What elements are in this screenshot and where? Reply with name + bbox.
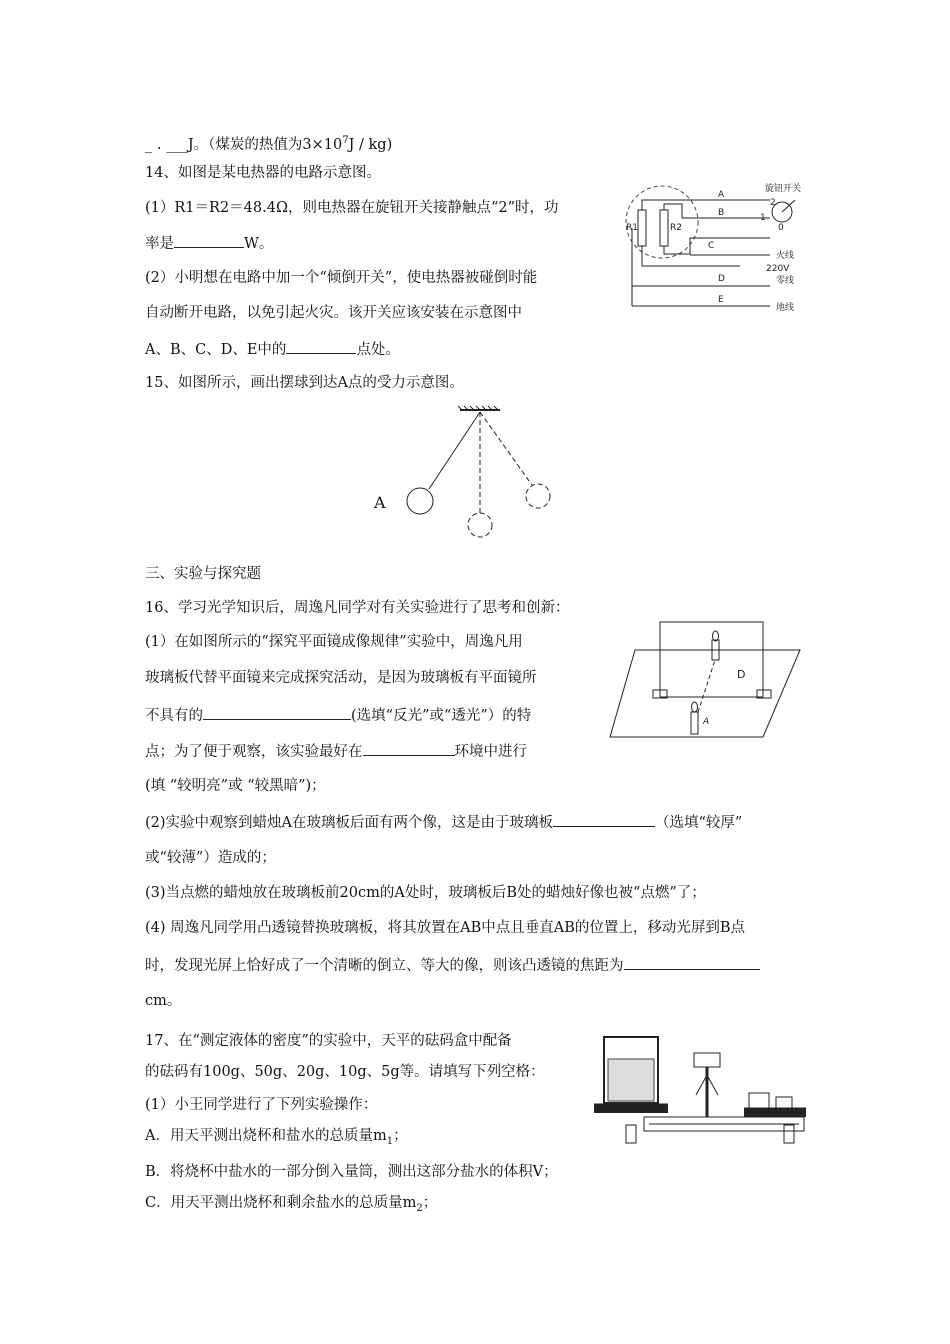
label-r1: R1 [626,223,638,233]
q17-title: 17、在“测定液体的密度”的实验中，天平的砝码盒中配备 [145,1033,512,1049]
q16-text: 不具有的 [145,708,203,724]
focal-length-answer-blank[interactable] [624,955,760,970]
power-answer-blank[interactable] [174,233,244,248]
pendulum-ball-bottom [468,513,492,537]
q16-text-end: (选填“反光”或“透光”）的特 [351,708,532,724]
q16-part4-line2 [145,955,760,976]
q16-part1-line4 [145,741,527,762]
label-c: C [708,241,715,251]
step-c-end: ； [422,1195,438,1211]
unit: J / kg) [348,136,393,153]
q16-part1-line3 [145,705,531,726]
property-answer-blank[interactable] [203,705,351,720]
q16-part1-line1: (1）在如图所示的“探究平面镜成像规律”实验中，周逸凡用 [145,634,523,650]
resistor-r2 [660,210,668,246]
label-contact-1: 1 [760,213,766,223]
weight-large [749,1093,769,1109]
step-c-text: C．用天平测出烧杯和剩余盐水的总质量m [145,1195,417,1211]
q16-text: (2)实验中观察到蜡烛A在玻璃板后面有两个像，这是由于玻璃板 [145,815,554,831]
q16-part3: (3)当点燃的蜡烛放在玻璃板前20cm的A处时，玻璃板后B处的蜡烛好像也被“点燃”了； [145,885,706,901]
label-b: B [718,208,725,218]
label-contact-2: 2 [770,198,776,208]
label-220v: 220V [766,264,790,274]
exponent: 7 [342,135,349,146]
q14-text-end: 点处。 [356,342,400,358]
balance-figure [594,1035,806,1145]
q14-unit: W。 [244,236,274,252]
label-neutral-wire: 零线 [776,276,795,286]
pendulum-string [429,412,480,489]
q16-part4-line1: (4) 周逸凡同学用凸透镜替换玻璃板，将其放置在AB中点且垂直AB的位置上，移动光屏到B点 [145,920,746,936]
environment-answer-blank[interactable] [363,741,455,756]
balance-dial [694,1053,720,1067]
salt-water [608,1059,654,1101]
label-a: A [703,717,710,727]
q17-line2: 的砝码有100g、50g、20g、10g、5g等。请填写下列空格： [145,1064,545,1080]
q17-part1: (1）小王同学进行了下列实验操作： [145,1097,378,1113]
pendulum-figure [360,405,570,545]
label-e: E [718,295,724,305]
candle-a [691,712,698,734]
q14-part2-line1: (2）小明想在电路中加一个“倾倒开关”，使电热器被碰倒时能 [145,270,538,286]
q16-part1-line5: (填 “较明亮”或 “较黑暗”)； [145,778,326,794]
q14-text: 率是 [145,236,174,252]
q14-part2-line3 [145,339,400,360]
label-r2: R2 [670,223,682,233]
q14-text: A、B、C、D、E中的 [145,342,287,358]
q14-part2-line2: 自动断开电路，以免引起火灾。该开关应该安装在示意图中 [145,305,522,321]
label-d: D [737,668,746,681]
pendulum-ball-a [407,488,433,514]
label-d: D [718,274,725,284]
label-rotary-switch: 旋钮开关 [765,184,802,194]
weight-small [776,1097,792,1109]
pendulum-ball-right [526,484,550,508]
circuit-diagram [620,180,820,320]
label-live-wire: 火线 [776,251,795,261]
subscript: 2 [416,1202,423,1214]
q17-step-c [145,1193,437,1219]
plane-mirror-figure [605,612,805,742]
answer-blank[interactable]: _ . ___ [145,136,188,153]
label-contact-0: 0 [778,223,784,233]
q13-answer-line [145,131,392,155]
resistor-r1 [638,210,646,246]
q16-part1-line2: 玻璃板代替平面镜来完成探究活动，是因为玻璃板有平面镜所 [145,670,537,686]
point-a-label: A [374,493,386,512]
q15-title: 15、如图所示，画出摆球到达A点的受力示意图。 [145,375,464,391]
q16-text-end: （选填“较厚” [655,815,743,831]
q14-part1-line2 [145,233,273,254]
q16-title: 16、学习光学知识后，周逸凡同学对有关实验进行了思考和创新： [145,600,570,616]
q14-part1-line1: (1）R1＝R2＝48.4Ω，则电热器在旋钮开关接静触点“2”时，功 [145,200,559,216]
q14-title: 14、如图是某电热器的电路示意图。 [145,165,381,181]
q16-part4-line3: cm。 [145,993,182,1009]
switch-point-answer-blank[interactable] [286,339,356,354]
subscript: 1 [386,1135,394,1147]
label-a: A [718,190,725,200]
q16-part2-line1 [145,812,742,833]
thickness-answer-blank[interactable] [553,812,655,827]
step-a-end: ； [393,1128,408,1144]
q16-text: 时，发现光屏上恰好成了一个清晰的倒立、等大的像，则该凸透镜的焦距为 [145,958,624,974]
q13-text: J。（煤炭的热值为3×10 [187,136,343,153]
q16-text-end: 环境中进行 [454,744,527,760]
label-ground-wire: 地线 [776,303,795,313]
section-title: 三、实验与探究题 [145,566,261,582]
q16-text: 点；为了便于观察，该实验最好在 [145,744,363,760]
q16-part2-line2: 或“较薄”）造成的； [145,850,276,866]
heater-boundary [626,186,698,258]
step-a-text: A．用天平测出烧杯和盐水的总质量m [145,1128,387,1144]
q17-step-b: B．将烧杯中盐水的一部分倒入量筒，测出这部分盐水的体积V； [145,1164,558,1180]
q17-step-a [145,1126,408,1152]
